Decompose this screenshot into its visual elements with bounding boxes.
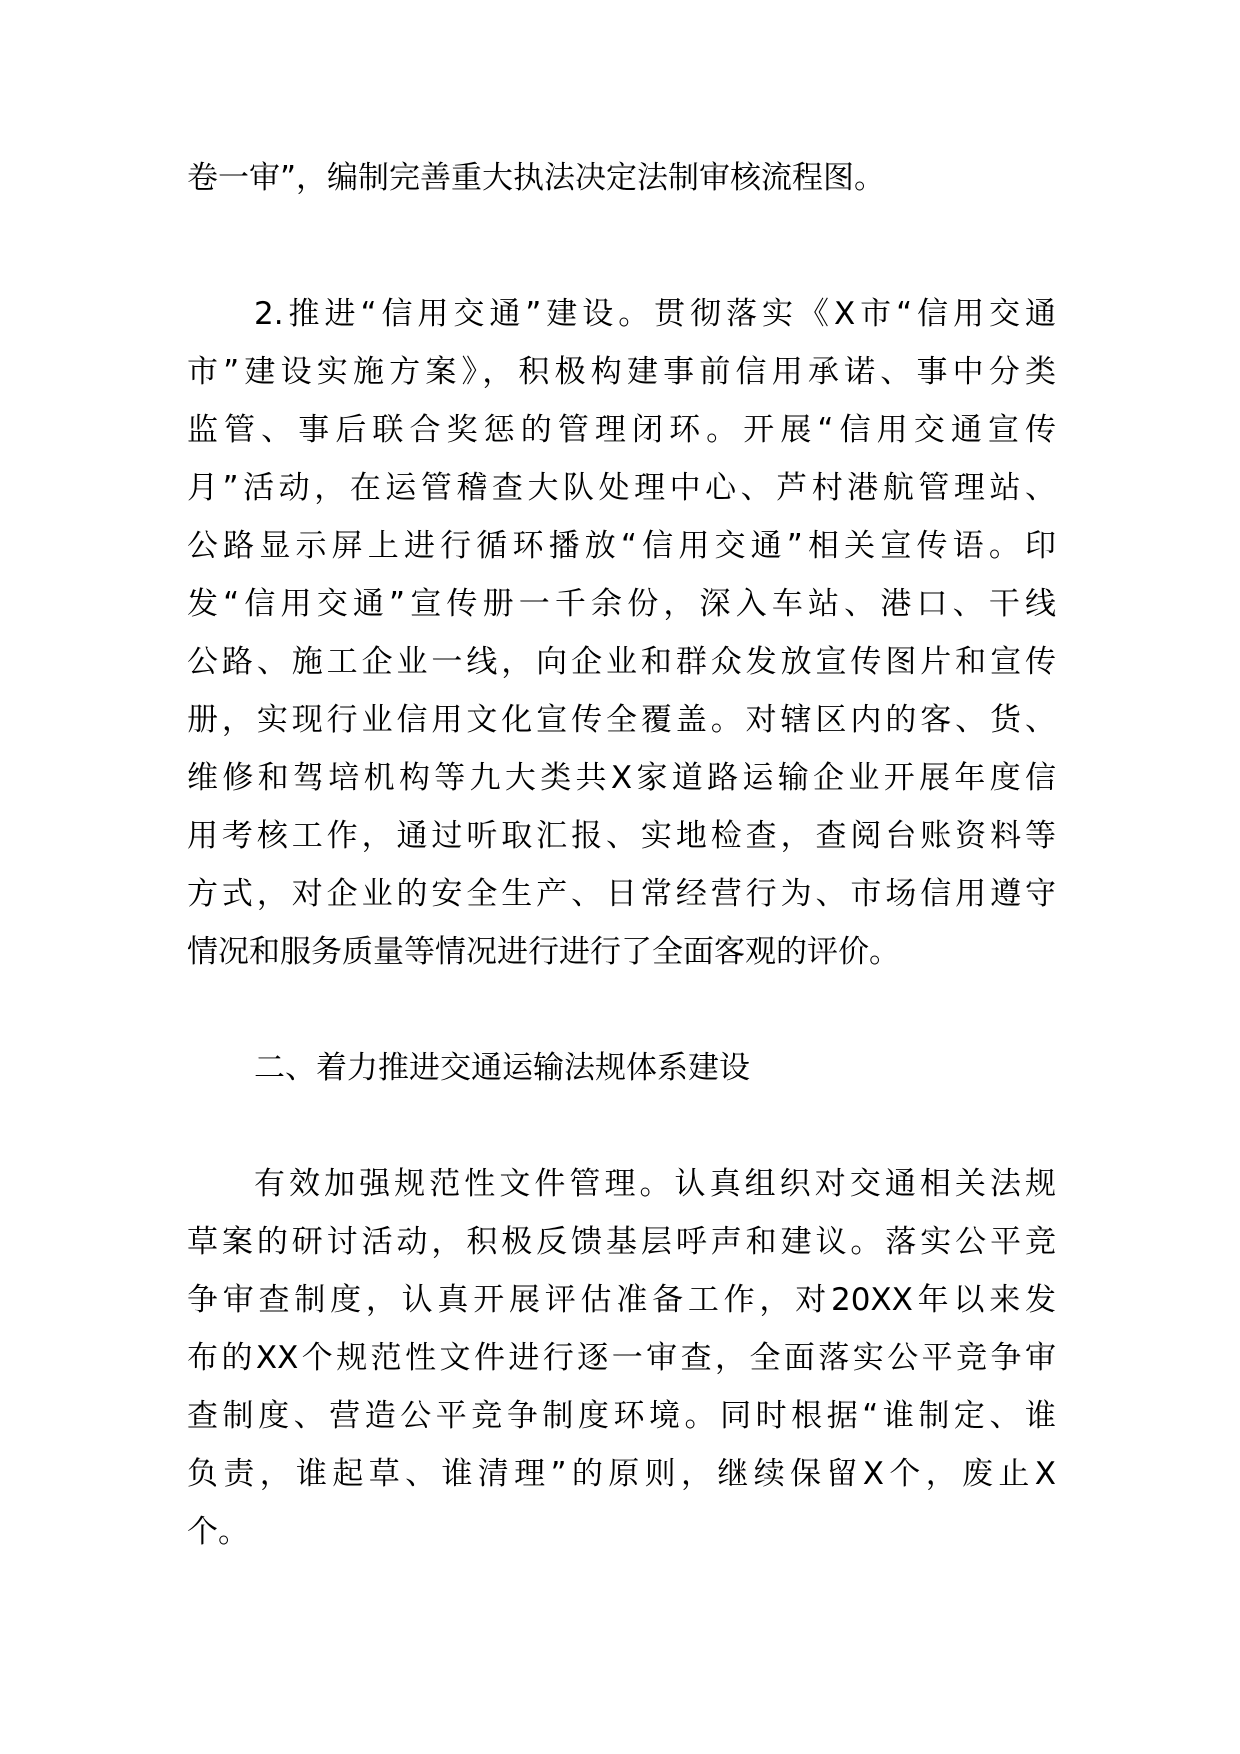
paragraph-2-line-4: 月”活动，在运管稽查大队处理中心、芦村港航管理站、 bbox=[187, 470, 1056, 506]
paragraph-1-line-1: 卷一审”，编制完善重大执法决定法制审核流程图。 bbox=[187, 160, 886, 196]
paragraph-2-line-3: 监管、事后联合奖惩的管理闭环。开展“信用交通宣传 bbox=[187, 412, 1056, 448]
paragraph-4-line-7: 个。 bbox=[187, 1514, 249, 1550]
paragraph-2-line-6: 发“信用交通”宣传册一千余份，深入车站、港口、干线 bbox=[187, 586, 1056, 622]
paragraph-2-line-10: 用考核工作，通过听取汇报、实地检查，查阅台账资料等 bbox=[187, 818, 1056, 854]
paragraph-2-line-7: 公路、施工企业一线，向企业和群众发放宣传图片和宣传 bbox=[187, 644, 1056, 680]
paragraph-4-line-2: 草案的研讨活动，积极反馈基层呼声和建议。落实公平竞 bbox=[187, 1224, 1056, 1260]
paragraph-2-line-5: 公路显示屏上进行循环播放“信用交通”相关宣传语。印 bbox=[187, 528, 1056, 564]
paragraph-2-line-12: 情况和服务质量等情况进行进行了全面客观的评价。 bbox=[187, 934, 900, 970]
section-heading: 二、着力推进交通运输法规体系建设 bbox=[254, 1050, 750, 1086]
paragraph-2-line-2: 市”建设实施方案》，积极构建事前信用承诺、事中分类 bbox=[187, 354, 1056, 390]
paragraph-4-line-4: 布的XX个规范性文件进行逐一审查，全面落实公平竞争审 bbox=[187, 1340, 1056, 1376]
paragraph-4-line-1: 有效加强规范性文件管理。认真组织对交通相关法规 bbox=[254, 1166, 1056, 1202]
paragraph-4-line-6: 负责，谁起草、谁清理”的原则，继续保留X个，废止X bbox=[187, 1456, 1056, 1492]
paragraph-4-line-5: 查制度、营造公平竞争制度环境。同时根据“谁制定、谁 bbox=[187, 1398, 1056, 1434]
paragraph-2-line-9: 维修和驾培机构等九大类共X家道路运输企业开展年度信 bbox=[187, 760, 1056, 796]
paragraph-2-line-11: 方式，对企业的安全生产、日常经营行为、市场信用遵守 bbox=[187, 876, 1056, 912]
paragraph-2-line-8: 册，实现行业信用文化宣传全覆盖。对辖区内的客、货、 bbox=[187, 702, 1056, 738]
paragraph-4-line-3: 争审查制度，认真开展评估准备工作，对20XX年以来发 bbox=[187, 1282, 1056, 1318]
paragraph-2-line-1: 2.推进“信用交通”建设。贯彻落实《X市“信用交通 bbox=[254, 296, 1056, 332]
